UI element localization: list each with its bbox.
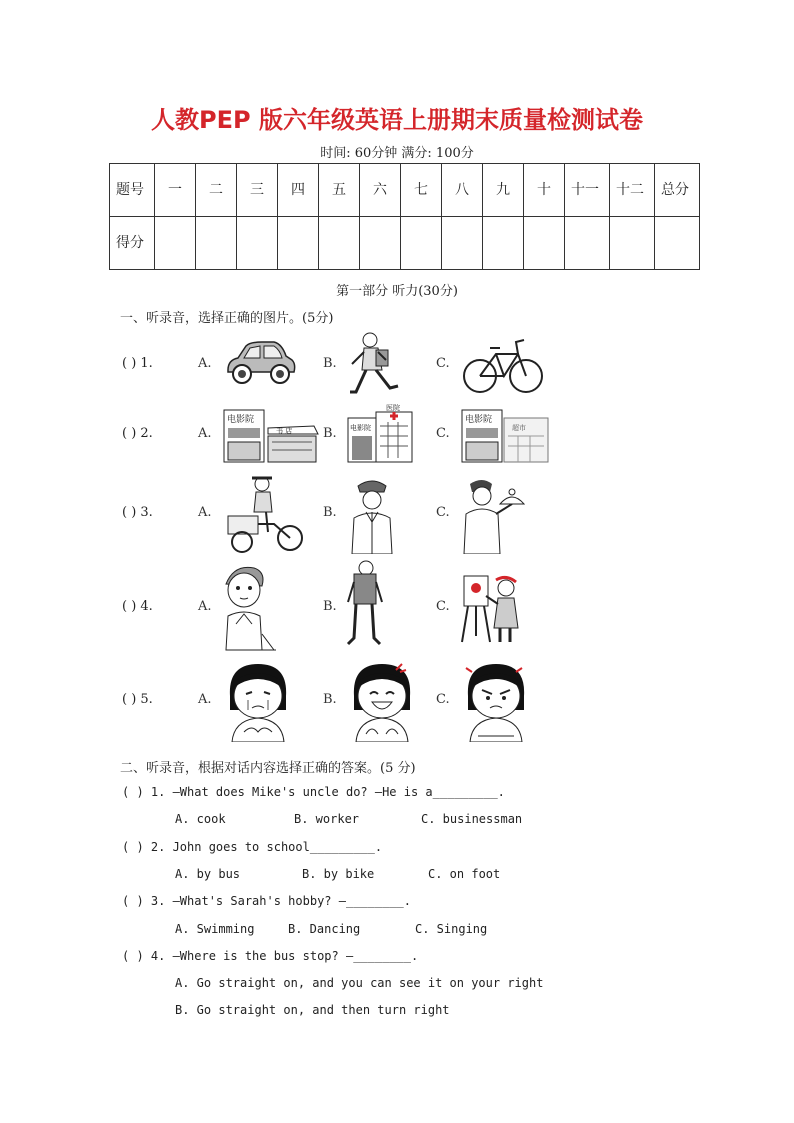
answer-option: B. worker — [294, 812, 360, 826]
option-label: B. — [323, 505, 337, 520]
option-label: B. — [323, 426, 337, 441]
header-cell: 六 — [360, 164, 401, 217]
section1-heading: 一、听录音，选择正确的图片。(5分) — [120, 311, 334, 326]
cinema-sign: 电影院 — [350, 424, 371, 432]
score-label-cell: 得分 — [110, 217, 155, 270]
answer-option: A. cook — [175, 812, 226, 826]
question-text: ( ) 4. —Where is the bus stop? —________. — [122, 949, 419, 963]
option-label: A. — [198, 356, 212, 371]
score-cell[interactable] — [237, 217, 278, 270]
boy-thinking-picture — [222, 564, 278, 652]
score-cell[interactable] — [483, 217, 524, 270]
answer-option: C. Singing — [415, 922, 488, 936]
crying-girl-picture — [222, 660, 294, 742]
answer-option: A. Swimming — [175, 922, 255, 936]
score-cell[interactable] — [610, 217, 655, 270]
header-cell: 二 — [196, 164, 237, 217]
painting-girl-picture — [460, 570, 524, 644]
score-cell[interactable] — [524, 217, 565, 270]
option-label: A. — [198, 599, 212, 614]
answer-option: C. on foot — [428, 867, 501, 881]
option-label: B. — [323, 356, 337, 371]
score-table — [109, 163, 700, 270]
option-label: C. — [436, 356, 450, 371]
page-title: 人教PEP 版六年级英语上册期末质量检测试卷 — [151, 106, 643, 134]
option-label: C. — [436, 599, 450, 614]
option-label: A. — [198, 426, 212, 441]
question-text: ( ) 3. —What's Sarah's hobby? —________. — [122, 894, 411, 908]
waiter-picture — [460, 474, 530, 554]
angry-girl-picture — [460, 660, 532, 742]
header-cell: 十二 — [610, 164, 655, 217]
option-label: C. — [436, 692, 450, 707]
happy-girl-picture — [346, 660, 418, 742]
option-label: A. — [198, 505, 212, 520]
section2-heading: 二、听录音，根据对话内容选择正确的答案。(5 分) — [120, 761, 416, 776]
hospital-cinema-picture — [346, 402, 414, 464]
answer-option: C. businessman — [421, 812, 523, 826]
score-cell[interactable] — [565, 217, 610, 270]
cinema-supermarket-picture — [460, 408, 550, 464]
score-cell[interactable] — [155, 217, 196, 270]
cinema-sign: 电影院 — [227, 415, 255, 425]
question-number: ( ) 1. — [122, 356, 153, 371]
hiker-picture — [344, 558, 384, 652]
option-label: C. — [436, 426, 450, 441]
header-cell: 十一 — [565, 164, 610, 217]
header-cell: 总分 — [655, 164, 700, 217]
score-cell[interactable] — [278, 217, 319, 270]
answer-option: A. Go straight on, and you can see it on your right — [175, 976, 544, 990]
score-cell[interactable] — [655, 217, 700, 270]
question-text: ( ) 2. John goes to school_________. — [122, 840, 383, 854]
score-cell[interactable] — [360, 217, 401, 270]
cinema-bookstore-picture — [222, 408, 320, 464]
question-text: ( ) 1. —What does Mike's uncle do? —He is a_________. — [122, 785, 505, 799]
header-cell: 九 — [483, 164, 524, 217]
header-cell: 三 — [237, 164, 278, 217]
score-value-row — [110, 217, 700, 270]
header-cell: 一 — [155, 164, 196, 217]
header-cell: 题号 — [110, 164, 155, 217]
header-cell: 十 — [524, 164, 565, 217]
exam-info: 时间: 60分钟 满分: 100分 — [320, 146, 474, 161]
answer-option: B. by bike — [302, 867, 375, 881]
question-number: ( ) 2. — [122, 426, 153, 441]
header-cell: 五 — [319, 164, 360, 217]
header-cell: 八 — [442, 164, 483, 217]
header-cell: 七 — [401, 164, 442, 217]
score-cell[interactable] — [401, 217, 442, 270]
option-label: B. — [323, 599, 337, 614]
answer-option: B. Dancing — [288, 922, 361, 936]
option-label: A. — [198, 692, 212, 707]
hospital-sign: 医院 — [386, 404, 400, 412]
bookstore-sign: 书 店 — [276, 427, 293, 435]
cinema-sign: 电影院 — [465, 415, 493, 425]
supermarket-sign: 超市 — [512, 424, 526, 432]
postman-bike-picture — [222, 472, 308, 554]
question-number: ( ) 4. — [122, 599, 153, 614]
bicycle-picture — [460, 330, 546, 402]
answer-option: A. by bus — [175, 867, 241, 881]
score-cell[interactable] — [196, 217, 237, 270]
option-label: C. — [436, 505, 450, 520]
header-cell: 四 — [278, 164, 319, 217]
car-picture — [222, 338, 298, 388]
question-number: ( ) 5. — [122, 692, 153, 707]
score-cell[interactable] — [442, 217, 483, 270]
score-header-row — [110, 164, 700, 217]
part-heading: 第一部分 听力(30分) — [336, 284, 458, 299]
question-number: ( ) 3. — [122, 505, 153, 520]
score-cell[interactable] — [319, 217, 360, 270]
answer-option: B. Go straight on, and then turn right — [175, 1003, 450, 1017]
walking-boy-picture — [346, 330, 406, 402]
policeman-picture — [346, 476, 398, 554]
option-label: B. — [323, 692, 337, 707]
